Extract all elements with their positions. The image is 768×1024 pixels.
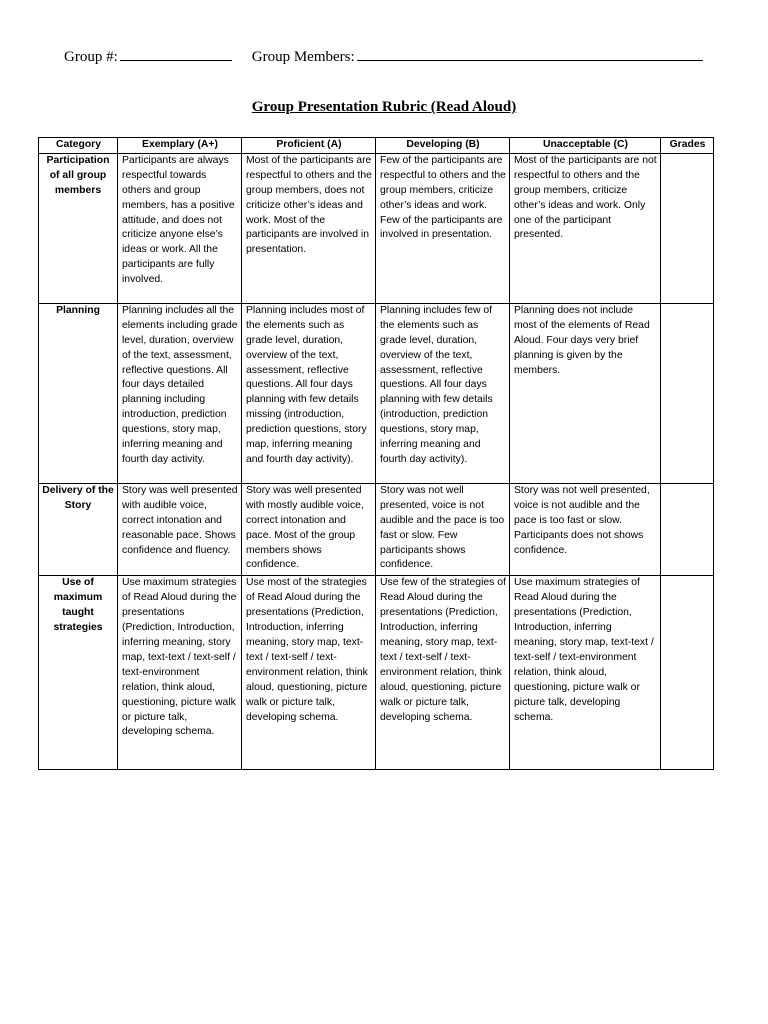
group-info-line — [64, 46, 728, 66]
cell-exemplary: Planning includes all the elements including grade level, duration, overview of the text, assessment, reflective questions. All four days detailed planning including introduction, prediction questions, story map, inferring meaning and fourth day activity. — [118, 303, 242, 483]
cell-proficient: Most of the participants are respectful to others and the group members, does not criticize other’s ideas and work. Most of the participants are involved in presentation. — [242, 153, 376, 303]
cell-exemplary: Story was well presented with audible voice, correct intonation and reasonable pace. Shows confidence and fluency. — [118, 483, 242, 575]
header-category: Category — [39, 138, 118, 154]
table-row — [39, 153, 714, 303]
header-unacceptable: Unacceptable (C) — [510, 138, 661, 154]
cell-unacceptable: Story was not well presented, voice is not audible and the pace is too fast or slow. Participants does not shows confidence. — [510, 483, 661, 575]
cell-exemplary: Participants are always respectful towards others and group members, has a positive attitude, and does not criticize anyone else’s ideas or work. All the participants are fully involved. — [118, 153, 242, 303]
cell-unacceptable: Use maximum strategies of Read Aloud during the presentations (Prediction, Introduction, inferring meaning, story map, text-text / text-self / text-environment relation, think aloud, questioning, picture walk or picture talk, developing schema. — [510, 576, 661, 770]
cell-unacceptable: Most of the participants are not respectful to others and the group members, criticize other’s ideas and work. Only one of the participant presented. — [510, 153, 661, 303]
grade-cell[interactable] — [661, 153, 714, 303]
category-participation: Participation of all group members — [39, 153, 118, 303]
cell-unacceptable: Planning does not include most of the elements of Read Aloud. Four days very brief planning is given by the members. — [510, 303, 661, 483]
header-grades: Grades — [661, 138, 714, 154]
header-developing: Developing (B) — [376, 138, 510, 154]
table-header-row — [39, 138, 714, 154]
group-members-label: Group Members: — [251, 49, 355, 65]
cell-proficient: Planning includes most of the elements such as grade level, duration, overview of the text, assessment, reflective questions. All four days planning with few details missing (introduction, prediction questions, story map, inferring meaning and fourth day activity). — [242, 303, 376, 483]
page-title: Group Presentation Rubric (Read Aloud) — [251, 99, 517, 115]
cell-developing: Use few of the strategies of Read Aloud during the presentations (Prediction, Introduction, inferring meaning, story map, text-text / text-self / text-environment relation, think aloud, questioning, picture walk or picture talk, developing schema. — [376, 576, 510, 770]
cell-proficient: Story was well presented with mostly audible voice, correct intonation and pace. Most of the group members shows confidence. — [242, 483, 376, 575]
group-number-label: Group #: — [64, 49, 118, 65]
cell-developing: Few of the participants are respectful to others and the group members, criticize other’s ideas and work. Few of the participants are involved in presentation. — [376, 153, 510, 303]
rubric-table — [38, 137, 714, 770]
grade-cell[interactable] — [661, 576, 714, 770]
cell-proficient: Use most of the strategies of Read Aloud during the presentations (Prediction, Introduction, inferring meaning, story map, text-text / text-self / text-environment relation, think aloud, questioning, picture walk or picture talk, developing schema. — [242, 576, 376, 770]
table-row — [39, 303, 714, 483]
cell-exemplary: Use maximum strategies of Read Aloud during the presentations (Prediction, Introduction, inferring meaning, story map, text-text / text-self / text-environment relation, think aloud, questioning, picture walk or picture talk, developing schema. — [118, 576, 242, 770]
group-members-blank[interactable] — [357, 46, 703, 61]
category-delivery: Delivery of the Story — [39, 483, 118, 575]
category-strategies: Use of maximum taught strategies — [39, 576, 118, 770]
grade-cell[interactable] — [661, 303, 714, 483]
header-exemplary: Exemplary (A+) — [118, 138, 242, 154]
cell-developing: Planning includes few of the elements such as grade level, duration, overview of the text, assessment, reflective questions. All four days planning with few details (introduction, prediction questions, story map, inferring meaning and fourth day activity). — [376, 303, 510, 483]
grade-cell[interactable] — [661, 483, 714, 575]
table-row — [39, 576, 714, 770]
category-planning: Planning — [39, 303, 118, 483]
group-number-blank[interactable] — [120, 46, 232, 61]
cell-developing: Story was not well presented, voice is not audible and the pace is too fast or slow. Few participants shows confidence. — [376, 483, 510, 575]
header-proficient: Proficient (A) — [242, 138, 376, 154]
table-row — [39, 483, 714, 575]
